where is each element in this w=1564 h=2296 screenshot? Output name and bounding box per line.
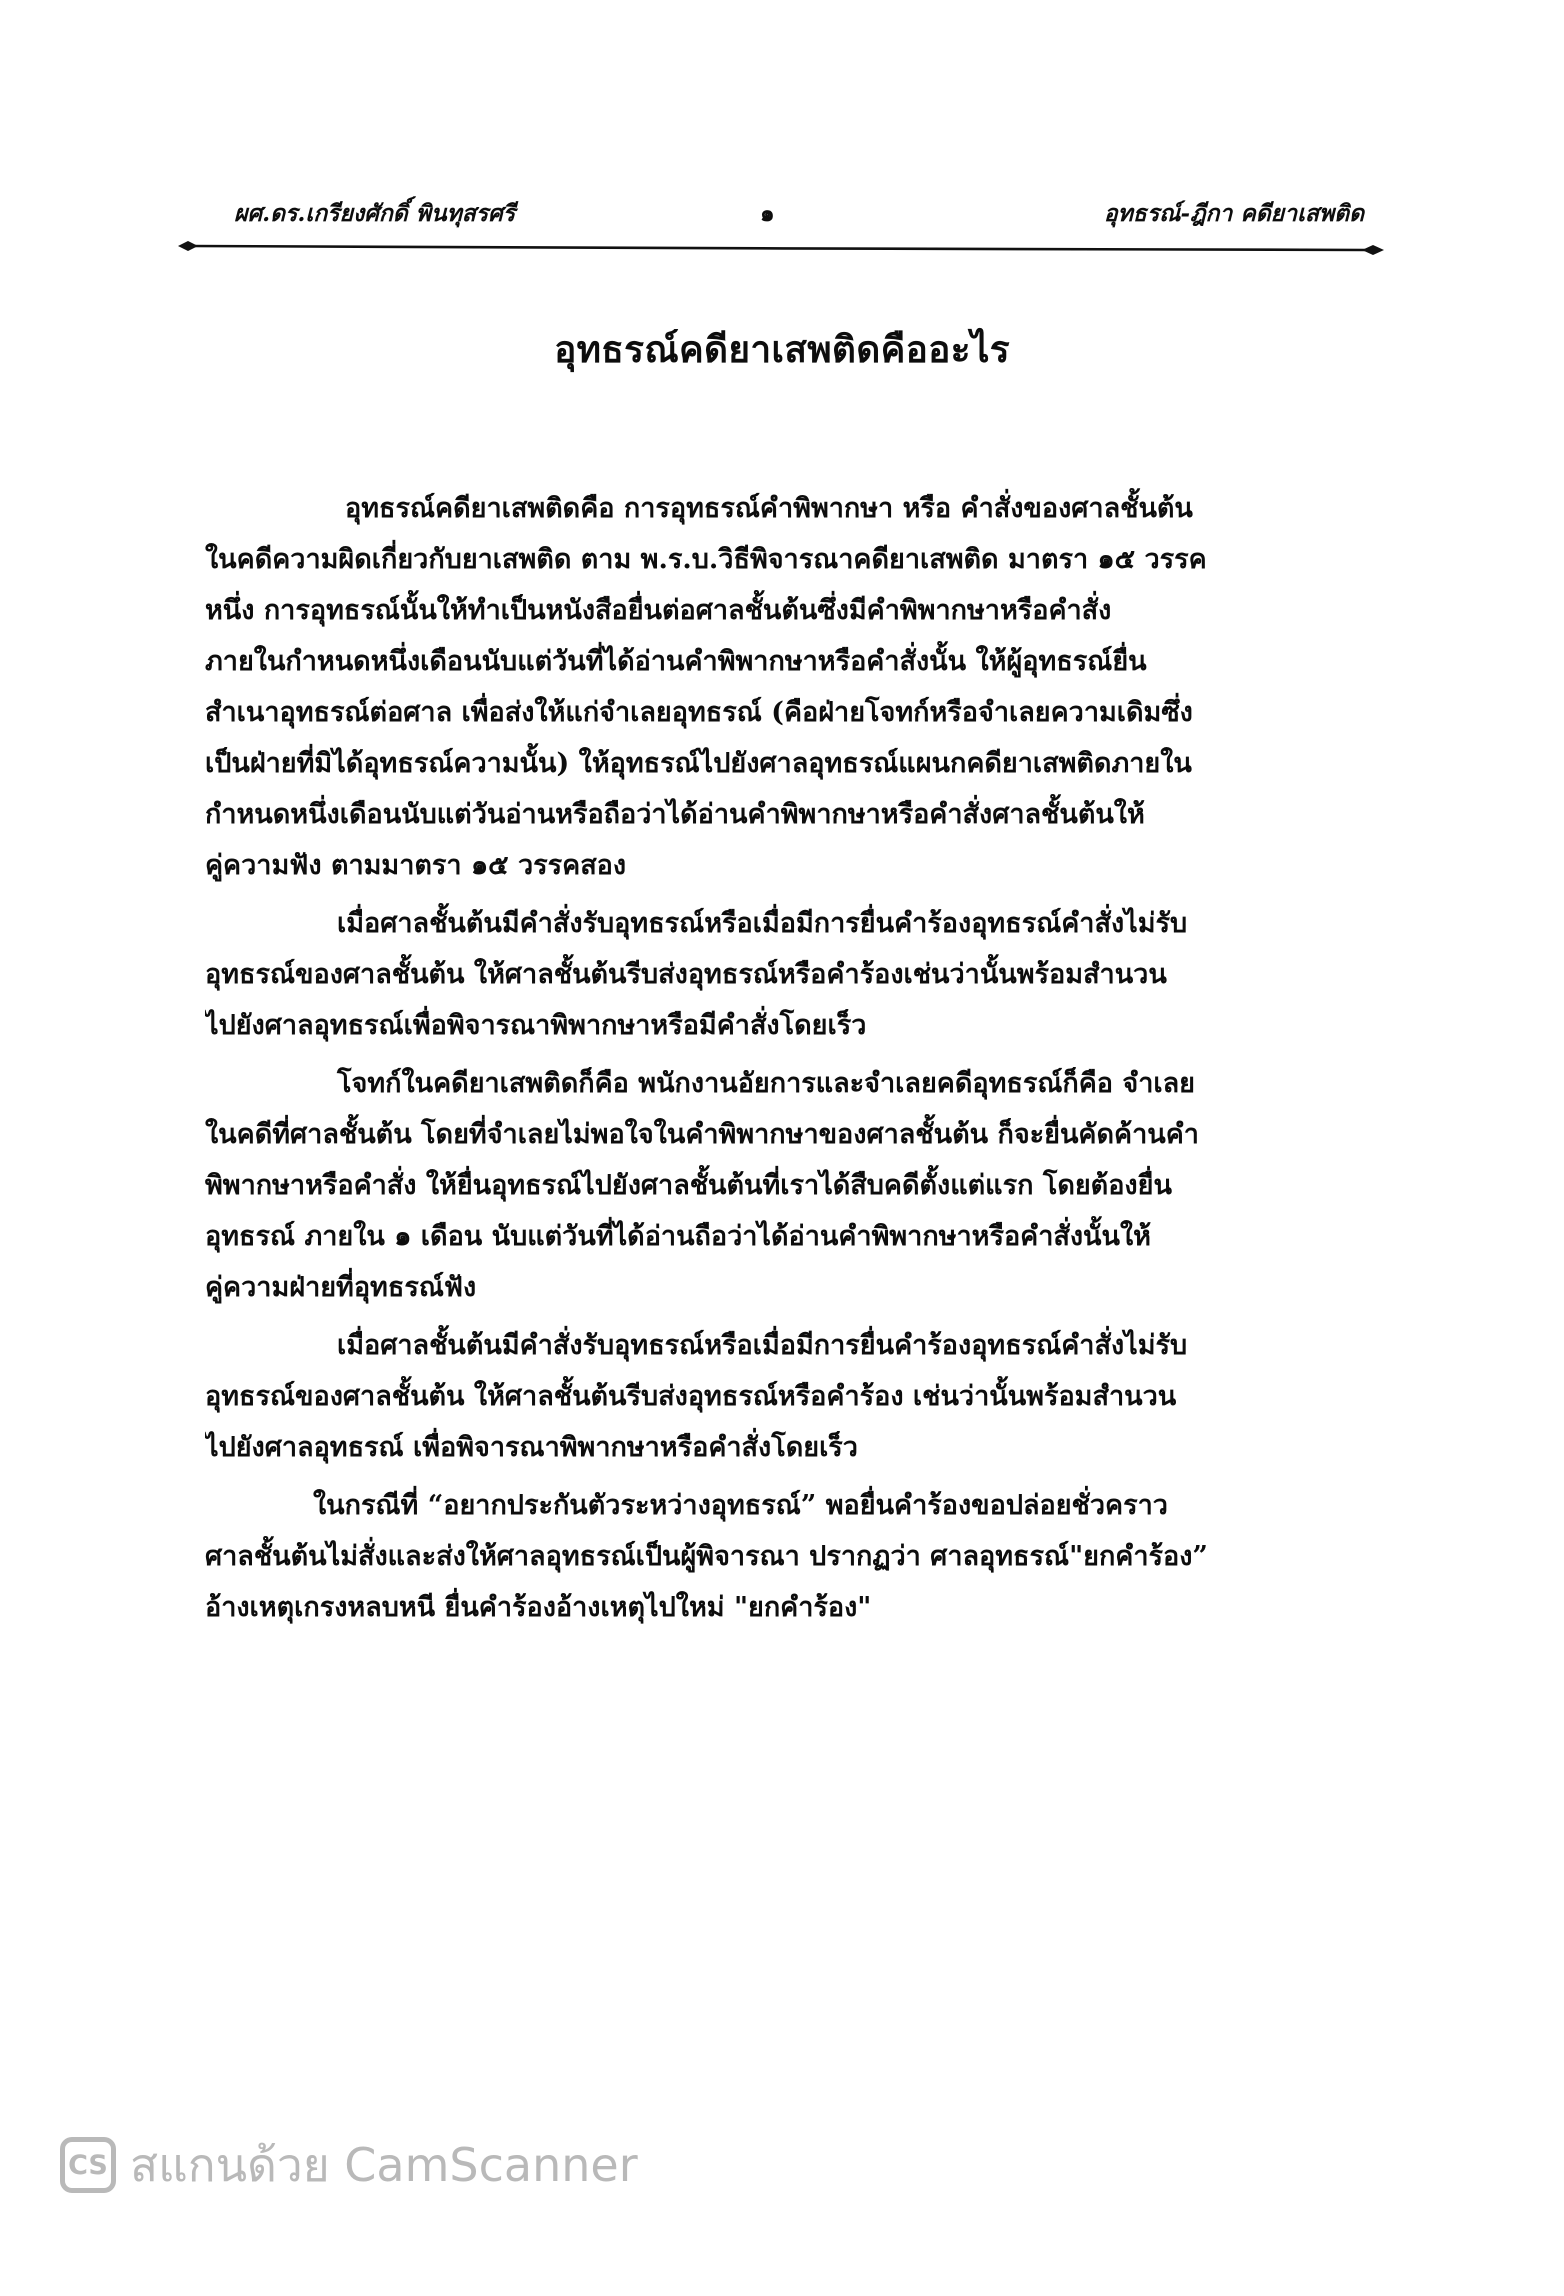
watermark-text: สแกนด้วย CamScanner — [130, 2137, 638, 2192]
paragraph-line: ศาลชั้นต้นไม่สั่งและส่งให้ศาลอุทธรณ์เป็นผู้พิจารณา ปรากฏว่า ศาลอุทธรณ์"ยกคำร้อง” — [205, 1541, 1208, 1572]
paragraph-line: เมื่อศาลชั้นต้นมีคำสั่งรับอุทธรณ์หรือเมื่อมีการยื่นคำร้องอุทธรณ์คำสั่งไม่รับ — [337, 1330, 1188, 1361]
paragraph-line: พิพากษาหรือคำสั่ง ให้ยื่นอุทธรณ์ไปยังศาลชั้นต้นที่เราได้สืบคดีตั้งแต่แรก โดยต้องยื่น — [205, 1170, 1172, 1201]
paragraph-line: หนึ่ง การอุทธรณ์นั้นให้ทำเป็นหนังสือยื่นต่อศาลชั้นต้นซึ่งมีคำพิพากษาหรือคำสั่ง — [205, 595, 1112, 626]
paragraph-3 — [205, 1058, 1365, 1313]
paragraph-line: อุทธรณ์ของศาลชั้นต้น ให้ศาลชั้นต้นรีบส่งอุทธรณ์หรือคำร้อง เช่นว่านั้นพร้อมสำนวน — [205, 1381, 1177, 1412]
header-author: ผศ.ดร.เกรียงศักดิ์ พินทุสรศรี — [234, 200, 516, 227]
paragraph-line: อุทธรณ์ ภายใน ๑ เดือน นับแต่วันที่ได้อ่านถือว่าได้อ่านคำพิพากษาหรือคำสั่งนั้นให้ — [205, 1221, 1151, 1252]
page-number: ๑ — [760, 200, 775, 227]
header-rule — [176, 240, 1386, 258]
camscanner-logo-icon: CS — [60, 2137, 116, 2193]
paragraph-line: ไปยังศาลอุทธรณ์ เพื่อพิจารณาพิพากษาหรือคำสั่งโดยเร็ว — [205, 1432, 858, 1463]
paragraph-2 — [205, 898, 1365, 1051]
paragraph-line: ในกรณีที่ “อยากประกันตัวระหว่างอุทธรณ์” พอยื่นคำร้องขอปล่อยชั่วคราว — [313, 1490, 1168, 1521]
paragraph-line: ไปยังศาลอุทธรณ์เพื่อพิจารณาพิพากษาหรือมีคำสั่งโดยเร็ว — [205, 1010, 867, 1041]
camscanner-watermark — [60, 2130, 638, 2200]
header-book-title: อุทธรณ์-ฎีกา คดียาเสพติด — [1103, 200, 1364, 227]
paragraph-line: คู่ความฟัง ตามมาตรา ๑๕ วรรคสอง — [205, 850, 627, 881]
paragraph-line: เมื่อศาลชั้นต้นมีคำสั่งรับอุทธรณ์หรือเมื่อมีการยื่นคำร้องอุทธรณ์คำสั่งไม่รับ — [337, 908, 1188, 939]
paragraph-line: โจทก์ในคดียาเสพติดก็คือ พนักงานอัยการและจำเลยคดีอุทธรณ์ก็คือ จำเลย — [337, 1068, 1196, 1099]
paragraph-4 — [205, 1320, 1365, 1473]
paragraph-line: ภายในกำหนดหนึ่งเดือนนับแต่วันที่ได้อ่านคำพิพากษาหรือคำสั่งนั้น ให้ผู้อุทธรณ์ยื่น — [205, 646, 1147, 677]
paragraph-line: เป็นฝ่ายที่มิได้อุทธรณ์ความนั้น) ให้อุทธรณ์ไปยังศาลอุทธรณ์แผนกคดียาเสพติดภายใน — [205, 748, 1192, 779]
paragraph-line: สำเนาอุทธรณ์ต่อศาล เพื่อส่งให้แก่จำเลยอุทธรณ์ (คือฝ่ายโจทก์หรือจำเลยความเดิมซึ่ง — [205, 697, 1193, 728]
paragraph-line: อุทธรณ์คดียาเสพติดคือ การอุทธรณ์คำพิพากษา หรือ คำสั่งของศาลชั้นต้น — [345, 493, 1193, 524]
body-text — [205, 483, 1365, 1640]
paragraph-line: ในคดีที่ศาลชั้นต้น โดยที่จำเลยไม่พอใจในคำพิพากษาของศาลชั้นต้น ก็จะยื่นคัดค้านคำ — [205, 1119, 1199, 1150]
paragraph-line: อ้างเหตุเกรงหลบหนี ยื่นคำร้องอ้างเหตุไปใหม่ "ยกคำร้อง" — [205, 1592, 872, 1623]
paragraph-5 — [205, 1480, 1365, 1633]
paragraph-line: กำหนดหนึ่งเดือนนับแต่วันอ่านหรือถือว่าได้อ่านคำพิพากษาหรือคำสั่งศาลชั้นต้นให้ — [205, 799, 1145, 830]
paragraph-1 — [205, 483, 1365, 891]
paragraph-line: คู่ความฝ่ายที่อุทธรณ์ฟัง — [205, 1272, 477, 1303]
paragraph-line: ในคดีความผิดเกี่ยวกับยาเสพติด ตาม พ.ร.บ.วิธีพิจารณาคดียาเสพติด มาตรา ๑๕ วรรค — [205, 544, 1207, 575]
paragraph-line: อุทธรณ์ของศาลชั้นต้น ให้ศาลชั้นต้นรีบส่งอุทธรณ์หรือคำร้องเช่นว่านั้นพร้อมสำนวน — [205, 959, 1167, 990]
page-title: อุทธรณ์คดียาเสพติดคืออะไร — [554, 327, 1010, 371]
